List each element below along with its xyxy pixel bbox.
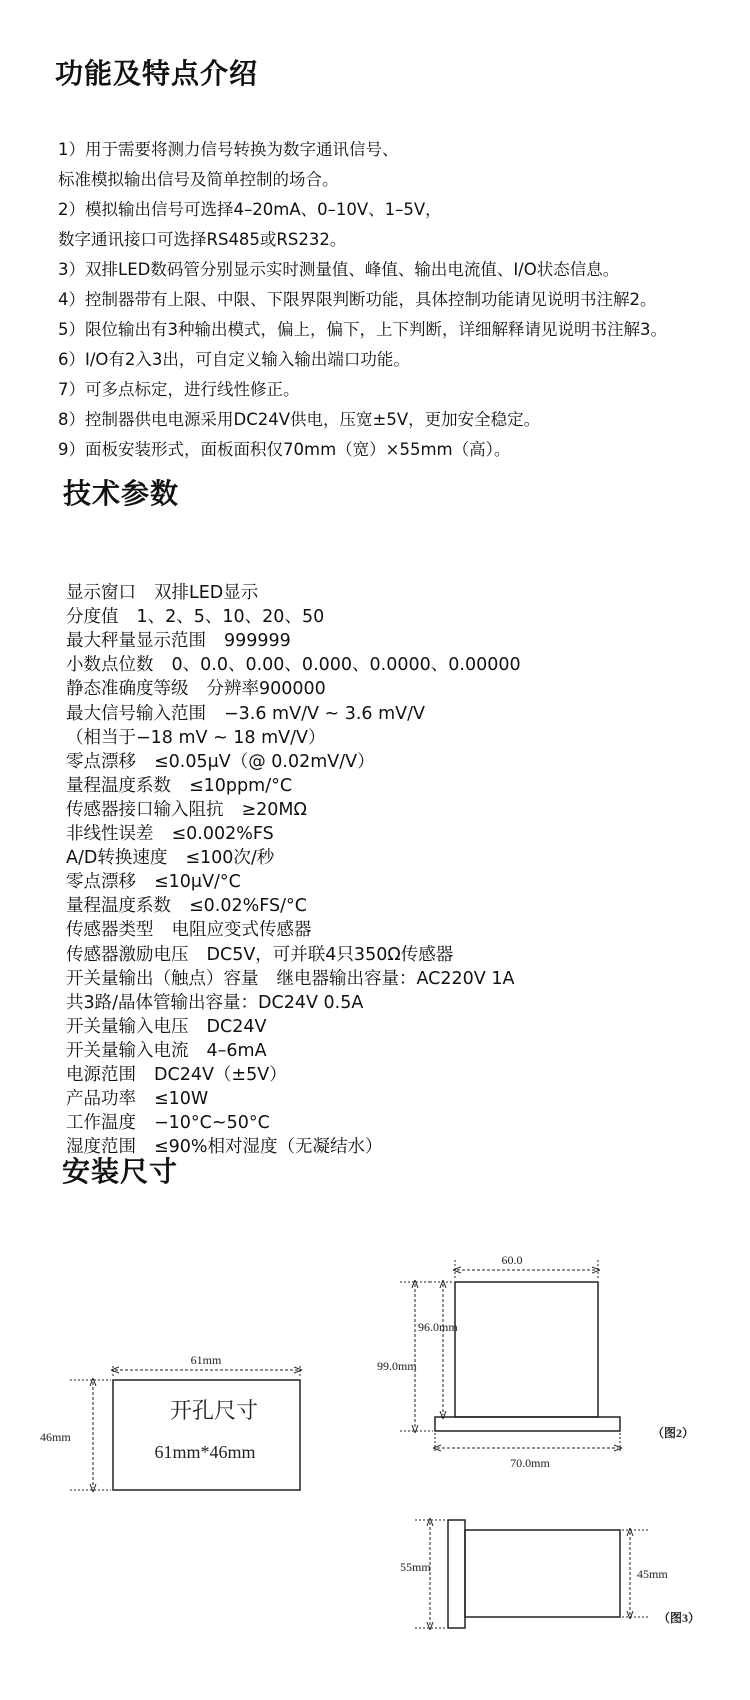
spec-row — [66, 992, 363, 1014]
fig2-body — [455, 1282, 598, 1417]
feature-line: 7）可多点标定，进行线性修正。 — [58, 380, 300, 399]
spec-row — [66, 1064, 287, 1086]
fig2-caption: （图2） — [652, 1426, 695, 1440]
spec-label: 小数点位数 — [66, 655, 154, 675]
fig2-drawing — [377, 1253, 694, 1470]
spec-value: DC24V（±5V） — [154, 1065, 287, 1085]
spec-row — [66, 871, 241, 893]
spec-label: 共3路/晶体管输出容量：DC24V 0.5A — [66, 993, 364, 1013]
install-title: 安装尺寸 — [62, 1155, 179, 1188]
spec-value: ≤10W — [154, 1089, 209, 1109]
spec-row — [66, 630, 291, 652]
spec-row — [66, 968, 514, 990]
spec-label: 零点漂移 — [66, 872, 136, 892]
feature-line: 3）双排LED数码管分别显示实时测量值、峰值、输出电流值、I/O状态信息。 — [58, 260, 620, 279]
spec-value: 双排LED显示 — [154, 583, 259, 603]
spec-value: −3.6 mV/V ~ 3.6 mV/V — [224, 704, 426, 724]
spec-label: 最大信号输入范围 — [66, 704, 206, 724]
fig3-body — [465, 1530, 620, 1617]
spec-row — [66, 727, 326, 749]
spec-row — [66, 847, 274, 869]
spec-label: 静态准确度等级 — [66, 679, 189, 699]
spec-row — [66, 751, 375, 773]
spec-value: ≥20MΩ — [241, 800, 307, 820]
cutout-caption-1: 开孔尺寸 — [169, 1398, 259, 1423]
features-title: 功能及特点介绍 — [55, 57, 259, 90]
cutout-height-label: 46mm — [40, 1430, 71, 1444]
spec-label: 产品功率 — [66, 1089, 136, 1109]
feature-line: 9）面板安装形式，面板面积仅70mm（宽）×55mm（高）。 — [58, 440, 511, 459]
spec-label: 开关量输出（触点）容量 — [66, 969, 259, 989]
spec-label: （相当于−18 mV ~ 18 mV/V） — [66, 728, 326, 748]
fig2-top-width: 60.0 — [501, 1253, 523, 1267]
feature-line: 4）控制器带有上限、中限、下限界限判断功能，具体控制功能请见说明书注解2。 — [58, 290, 657, 309]
fig2-bottom-width: 70.0mm — [510, 1456, 550, 1470]
fig3-outer-height: 55mm — [400, 1560, 431, 1574]
spec-label: 湿度范围 — [66, 1137, 136, 1157]
spec-value: 1、2、5、10、20、50 — [136, 607, 325, 627]
spec-label: A/D转换速度 — [66, 848, 168, 868]
spec-label: 电源范围 — [66, 1065, 136, 1085]
fig3-drawing — [400, 1520, 700, 1628]
spec-value: DC5V，可并联4只350Ω传感器 — [206, 945, 454, 965]
spec-row — [66, 1088, 208, 1110]
spec-row — [66, 1112, 270, 1134]
spec-label: 开关量输入电流 — [66, 1041, 189, 1061]
spec-value: ≤100次/秒 — [185, 848, 275, 868]
spec-row — [66, 775, 292, 797]
spec-value: ≤10ppm/°C — [189, 776, 293, 796]
cutout-rect — [113, 1380, 300, 1490]
spec-value: DC24V — [206, 1017, 267, 1037]
spec-row — [66, 799, 307, 821]
feature-line: 8）控制器供电电源采用DC24V供电，压宽±5V，更加安全稳定。 — [58, 410, 541, 429]
spec-row — [66, 1016, 266, 1038]
spec-label: 量程温度系数 — [66, 776, 171, 796]
fig3-flange — [448, 1520, 465, 1628]
spec-label: 开关量输入电压 — [66, 1017, 189, 1037]
feature-line: 2）模拟输出信号可选择4–20mA、0–10V、1–5V， — [58, 200, 442, 219]
cutout-width-label: 61mm — [190, 1353, 222, 1367]
spec-value: 电阻应变式传感器 — [171, 920, 312, 940]
spec-value: ≤0.05μV（@ 0.02mV/V） — [154, 752, 375, 772]
cutout-drawing — [40, 1353, 300, 1490]
spec-row — [66, 919, 312, 941]
fig2-flange — [435, 1417, 620, 1431]
spec-value: −10°C~50°C — [154, 1113, 270, 1133]
spec-row — [66, 582, 258, 604]
feature-line: 数字通讯接口可选择RS485或RS232。 — [58, 230, 347, 249]
spec-label: 显示窗口 — [66, 583, 136, 603]
spec-row — [66, 654, 521, 676]
spec-label: 工作温度 — [66, 1113, 136, 1133]
feature-line: 6）I/O有2入3出，可自定义输入输出端口功能。 — [58, 350, 410, 369]
spec-label: 零点漂移 — [66, 752, 136, 772]
fig3-caption: （图3） — [658, 1611, 701, 1625]
spec-value: ≤0.002%FS — [171, 824, 274, 844]
specs-title: 技术参数 — [63, 477, 180, 510]
feature-line: 标准模拟输出信号及简单控制的场合。 — [58, 170, 339, 189]
feature-line: 1）用于需要将测力信号转换为数字通讯信号、 — [58, 140, 399, 159]
spec-row — [66, 678, 326, 700]
spec-label: 分度值 — [66, 607, 119, 627]
spec-label: 最大秤量显示范围 — [66, 631, 206, 651]
spec-value: 4–6mA — [206, 1041, 267, 1061]
spec-label: 传感器接口输入阻抗 — [66, 800, 224, 820]
spec-value: 999999 — [224, 631, 291, 651]
fig3-body-height: 45mm — [637, 1567, 668, 1581]
spec-label: 量程温度系数 — [66, 896, 171, 916]
spec-row — [66, 606, 324, 628]
feature-line: 5）限位输出有3种输出模式，偏上，偏下，上下判断，详细解释请见说明书注解3。 — [58, 320, 667, 339]
spec-row — [66, 895, 307, 917]
spec-value: ≤10μV/°C — [154, 872, 241, 892]
spec-value: 0、0.0、0.00、0.000、0.0000、0.00000 — [171, 655, 521, 675]
spec-value: ≤90%相对湿度（无凝结水） — [154, 1137, 383, 1157]
cutout-caption-2: 61mm*46mm — [154, 1442, 256, 1462]
spec-row — [66, 703, 425, 725]
spec-label: 传感器激励电压 — [66, 945, 189, 965]
spec-row — [66, 944, 453, 966]
spec-value: 分辨率900000 — [206, 679, 326, 699]
spec-row — [66, 1040, 267, 1062]
spec-row — [66, 823, 274, 845]
spec-label: 传感器类型 — [66, 920, 154, 940]
spec-value: 继电器输出容量：AC220V 1A — [276, 969, 515, 989]
spec-label: 非线性误差 — [66, 824, 154, 844]
fig2-inner-height: 96.0mm — [418, 1320, 458, 1334]
fig2-outer-height: 99.0mm — [377, 1359, 417, 1373]
spec-value: ≤0.02%FS/°C — [189, 896, 307, 916]
